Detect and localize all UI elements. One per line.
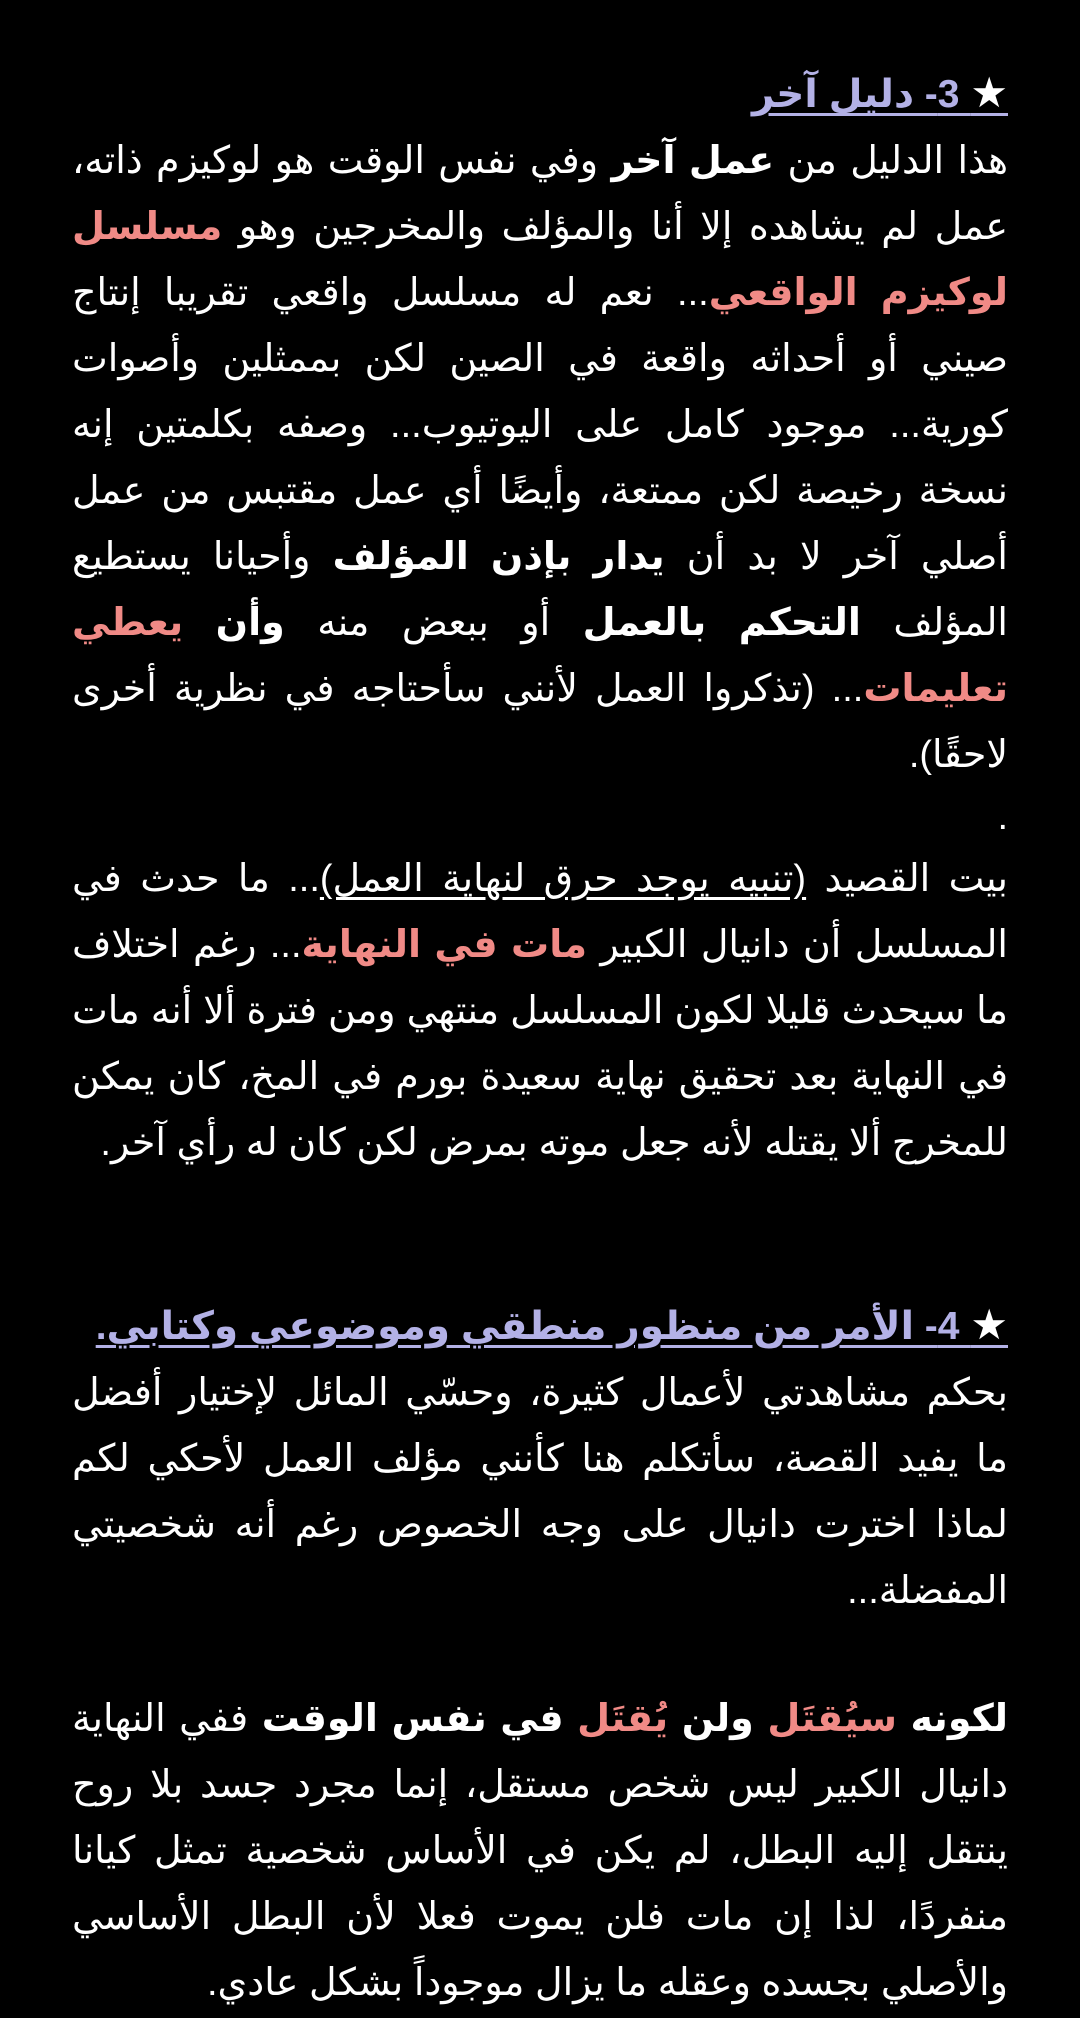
bold-text: وأن xyxy=(215,602,285,644)
section-4-title: 4- الأمر من منظور منطقي وموضوعي وكتابي. xyxy=(95,1305,960,1348)
text-run: ... ما حدث في المسلسل أن دانيال الكبير xyxy=(72,858,1008,966)
highlight-text: يعطي تعليمات xyxy=(72,602,1008,710)
star-icon: ★ xyxy=(970,1301,1008,1348)
text-run: وفي نفس الوقت هو لوكيزم ذاته، عمل لم يشاهده إلا أنا والمؤلف والمخرجين وهو xyxy=(72,140,1008,248)
text-run xyxy=(897,1698,911,1740)
highlight-text: مات في النهاية xyxy=(301,924,588,966)
text-run xyxy=(754,1698,768,1740)
text-run: ففي النهاية دانيال الكبير ليس شخص مستقل، إنما مجرد جسد بلا روح ينتقل إليه البطل، لم يكن في الأساس شخصية تمثل كيانا منفردًا، لذا إن مات فلن يموت فعلا لأن البطل الأساسي والأصلي بجسده وعقله ما يزال موجوداً بشكل عادي. xyxy=(72,1698,1008,2004)
section-4-heading xyxy=(72,1292,1008,1360)
bold-text: في نفس الوقت xyxy=(261,1698,564,1740)
section-3-heading xyxy=(72,60,1008,128)
separator-dot: . xyxy=(997,796,1008,838)
text-run: وأحيانا يستطيع المؤلف xyxy=(72,536,1008,644)
section-4-paragraph-2 xyxy=(72,1686,1008,2016)
text-run xyxy=(564,1698,578,1740)
spacer xyxy=(72,1624,1008,1686)
highlight-text: سيُقتَل xyxy=(767,1698,897,1740)
text-run: ... رغم اختلاف ما سيحدث قليلا لكون المسلسل منتهي ومن فترة ألا أنه مات في النهاية بعد تحقيق نهاية سعيدة بورم في المخ، كان يمكن للمخرج ألا يقتله لأنه جعل موته بمرض لكن كان له رأي آخر. xyxy=(72,924,1008,1164)
text-run: ... نعم له مسلسل واقعي تقريبا إنتاج صيني أو أحداثه واقعة في الصين لكن بممثلين وأصوات كورية... موجود كامل على اليوتيوب... وصفه بكلمتين إنه نسخة رخيصة لكن ممتعة، وأيضًا أي عمل مقتبس من عمل أصلي آخر لا بد أن xyxy=(72,272,1008,578)
section-3-title: 3- دليل آخر xyxy=(752,73,960,116)
spacer xyxy=(72,1176,1008,1292)
text-run xyxy=(668,1698,682,1740)
bold-text: لكونه xyxy=(910,1698,1009,1740)
bold-text: التحكم بالعمل xyxy=(582,602,861,644)
section-3-paragraph-2 xyxy=(72,846,1008,1176)
section-4-paragraph-1: بحكم مشاهدتي لأعمال كثيرة، وحسّي المائل لإختيار أفضل ما يفيد القصة، سأتكلم هنا كأنني مؤلف العمل لأحكي لكم لماذا اخترت دانيال على وجه الخصوص رغم أنه شخصيتي المفضلة... xyxy=(72,1372,1008,1612)
text-run xyxy=(183,602,215,644)
text-run: هذا الدليل من xyxy=(774,140,1008,182)
section-3-paragraph-1 xyxy=(72,128,1008,788)
star-icon: ★ xyxy=(970,69,1008,116)
text-run: أو ببعض منه xyxy=(284,602,583,644)
text-run: بيت القصيد xyxy=(806,858,1008,900)
text-run: ... (تذكروا العمل لأنني سأحتاجه في نظرية أخرى لاحقًا). xyxy=(72,668,1008,776)
highlight-text: مسلسل لوكيزم الواقعي xyxy=(72,206,1008,314)
bold-text: عمل آخر xyxy=(611,140,775,182)
bold-text: ولن xyxy=(681,1698,754,1740)
spoiler-warning: (تنبيه يوجد حرق لنهاية العمل) xyxy=(319,858,807,900)
bold-text: يدار بإذن المؤلف xyxy=(332,536,665,578)
highlight-text: يُقتَل xyxy=(577,1698,669,1740)
